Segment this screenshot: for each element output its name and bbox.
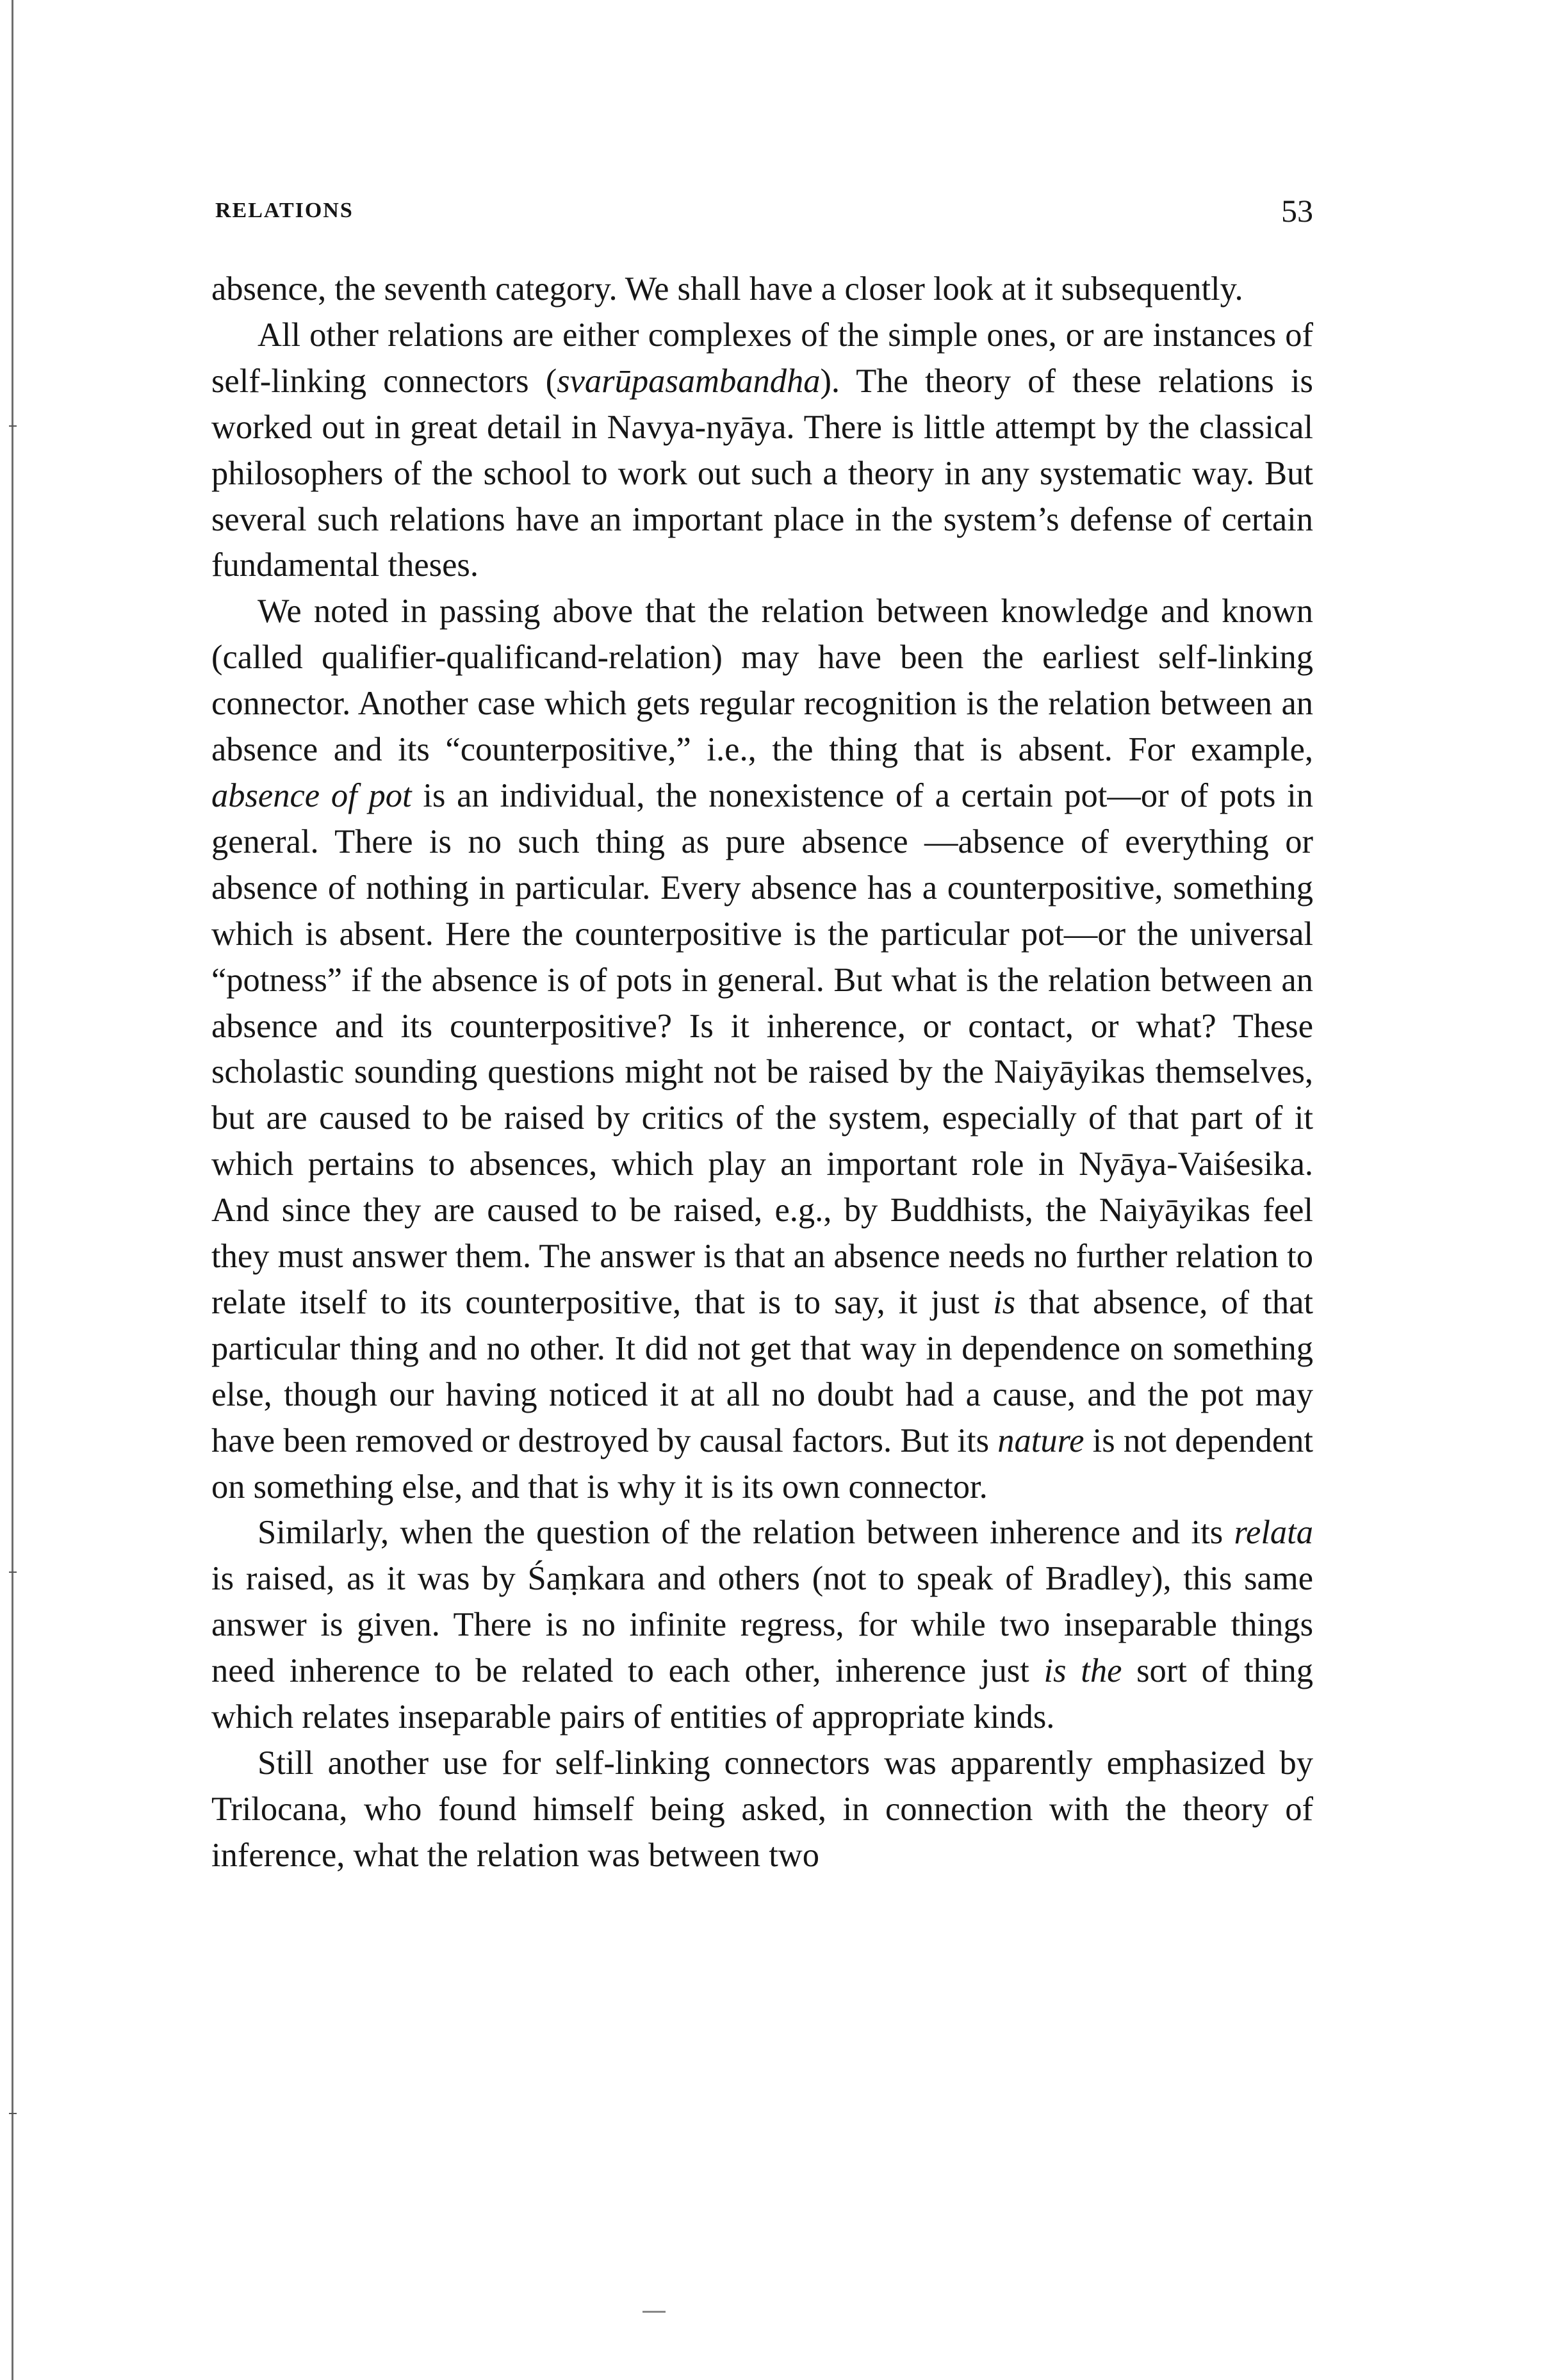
text-run: that absence, of that particular thing and no other. It did not get that way in dependence on something else, though our having noticed it at all no doubt had a cause, and the pot may have been removed or destroyed by causal factors. But its [211,1283,1313,1459]
page-number: 53 [1281,193,1313,229]
text-run: All other relations are either complexes of the simple ones, or are instances of self-linking connectors ( [211,316,1313,400]
text-run: is raised, as it was by Śaṃkara and others (not to speak of Bradley), this same answer is given. There is no infinite regress, for while two inseparable things need inherence to be related to each other, inherence just [211,1560,1313,1690]
text-run: Still another use for self-linking connectors was apparently emphasized by Trilocana, who found himself being asked, in connection with the theory of inference, what the relation was between two [211,1744,1313,1874]
text-run: Similarly, when the question of the relation between inherence and its [258,1514,1234,1552]
paragraph [211,589,1313,1510]
text-run: is an individual, the nonexistence of a certain pot—or of pots in general. There is no such thing as pure absence —absence of everything or absence of nothing in particular. Every absence has a counterpositive, something which is absent. Here the counterpositive is the particular pot—or the universal “potness” if the absence is of pots in general. But what is the relation between an absence and its counterpositive? Is it inherence, or contact, or what? These scholastic sounding questions might not be raised by the Naiyāyikas themselves, but are caused to be raised by critics of the system, especially of that part of it which pertains to absences, which play an important role in Nyāya-Vaiśesika. And since they are caused to be raised, e.g., by Buddhists, the Naiyāyikas feel they must answer them. The answer is that an absence needs no further relation to relate itself to its counterpositive, that is to say, it just [211,776,1313,1321]
italic-term: is the [1043,1652,1122,1690]
paragraph [211,1510,1313,1741]
scan-margin-tick [9,425,17,427]
text-run: sort of thing which relates inseparable pairs of entities of appropriate kinds. [211,1652,1314,1736]
paragraph [211,1741,1313,1879]
italic-term: nature [997,1422,1084,1459]
book-page [211,192,1313,1879]
scan-margin-tick [9,2113,17,2114]
text-run: We noted in passing above that the relation between knowledge and known (called qualifier-qualificand-relation) may have been the earliest self-linking connector. Another case which gets regular recognition is the relation between an absence and its “counterpositive,” i.e., the thing that is absent. For example, [211,593,1313,769]
paragraph [211,267,1313,313]
text-run: is not dependent on something else, and that is why it is its own connector. [211,1422,1313,1506]
italic-term: absence of pot [211,776,412,814]
italic-term: svarūpasambandha [557,362,821,400]
italic-term: is [993,1283,1016,1321]
text-run: ). The theory of these relations is worked out in great detail in Navya-nyāya. There is little attempt by the classical philosophers of the school to work out such a theory in any systematic way. But several such relations have an important place in the system’s defense of certain fundamental theses. [211,362,1313,584]
footer-dash [642,2311,666,2313]
scan-margin-line [12,0,13,2380]
running-head [211,192,1313,231]
body-text [211,267,1313,1879]
text-run: absence, the seventh category. We shall have a closer look at it subsequently. [211,270,1243,308]
italic-term: relata [1234,1514,1313,1552]
paragraph [211,313,1313,589]
scan-margin-tick [9,1572,17,1573]
running-title: RELATIONS [215,199,354,222]
